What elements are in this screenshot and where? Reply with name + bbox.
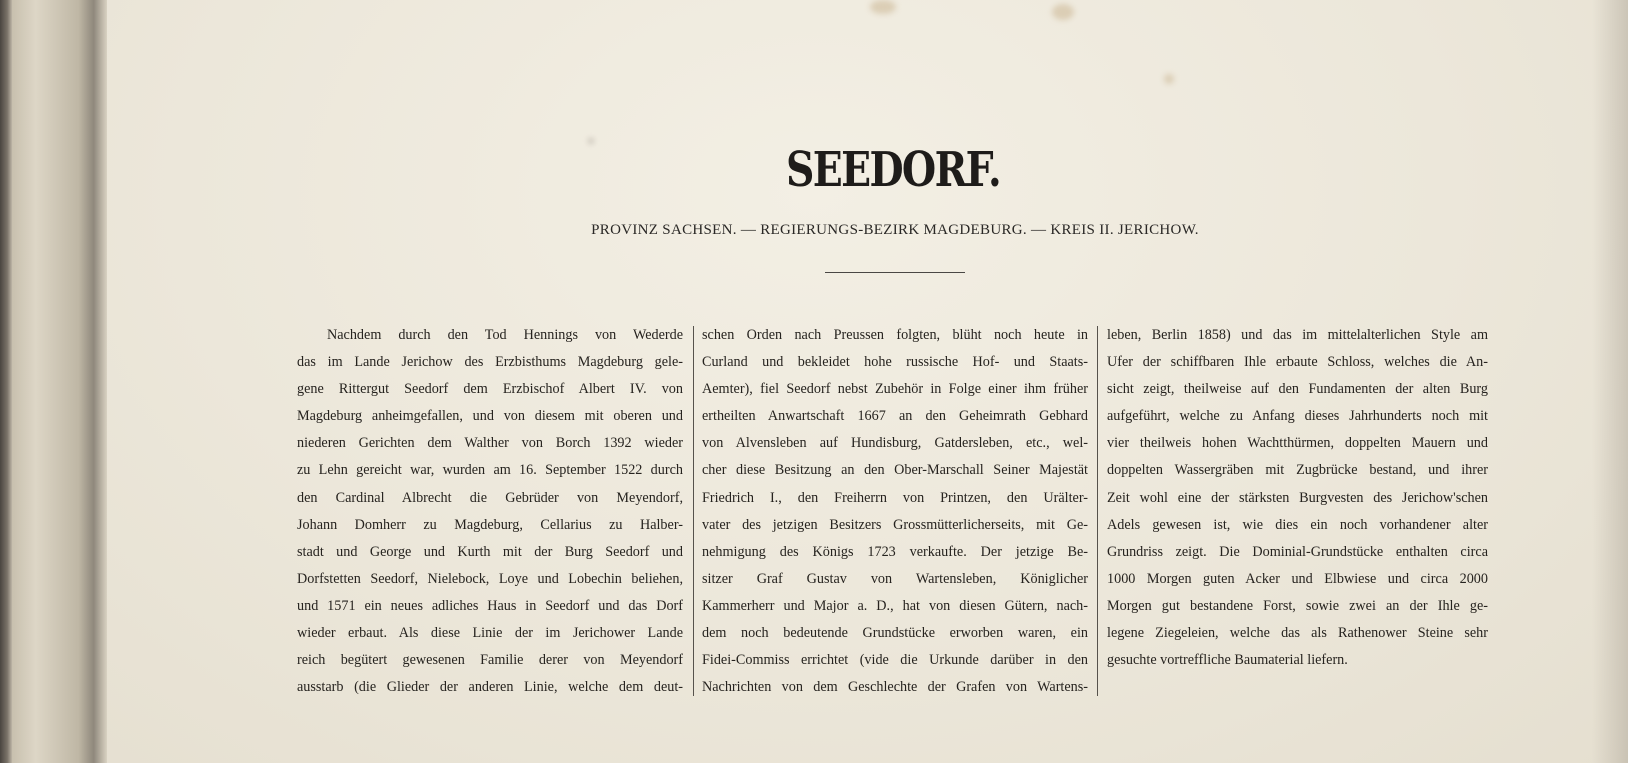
text-line: doppelten Wassergräben mit Zugbrücke bestand, und ihrer [1107,462,1488,479]
text-line: leben, Berlin 1858) und das im mittelalterlichen Style am [1107,327,1488,343]
text-line: Morgen gut bestandene Forst, sowie zwei an der Ihle ge- [1107,597,1488,614]
text-line: vater des jetzigen Besitzers Grossmütterlicherseits, mit Ge- [702,516,1088,533]
text-line: niederen Gerichten dem Walther von Borch 1392 wieder [297,435,683,452]
text-line: ertheilten Anwartschaft 1667 an den Geheimrath Gebhard [702,408,1088,425]
text-line: Grundriss zeigt. Die Dominial-Grundstücke enthalten circa [1107,543,1488,560]
text-line: schen Orden nach Preussen folgten, blüht noch heute in [702,327,1088,343]
text-column-1 [297,322,683,701]
text-line: gesuchte vortreffliche Baumaterial liefern. [1107,652,1348,669]
text-line: aufgeführt, welche zu Anfang dieses Jahrhunderts noch mit [1107,408,1488,425]
book-binding-shadow [12,0,107,763]
text-line: das im Lande Jerichow des Erzbisthums Magdeburg gele- [297,354,683,371]
text-line: zu Lehn gereicht war, wurden am 16. September 1522 durch [297,462,683,479]
text-line: cher diese Besitzung an den Ober-Marschall Seiner Majestät [702,462,1088,479]
text-line: den Cardinal Albrecht die Gebrüder von Meyendorf, [297,489,683,506]
text-line: legene Ziegeleien, welche das als Rathenower Steine sehr [1107,625,1488,642]
text-line: vier theilweis hohen Wachtthürmen, doppelten Mauern und [1107,435,1488,452]
text-line: wieder erbaut. Als diese Linie der im Jerichower Lande [297,625,683,642]
text-line: Zeit wohl eine der stärksten Burgvesten des Jerichow'schen [1107,489,1488,506]
text-line: Dorfstetten Seedorf, Nielebock, Loye und Lobechin beliehen, [297,570,683,587]
text-line: von Alvensleben auf Hundisburg, Gatdersleben, etc., wel- [702,435,1088,452]
text-column-3 [1107,322,1488,674]
text-line: Magdeburg anheimgefallen, und von diesem mit oberen und [297,408,683,425]
text-line: und 1571 ein neues adliches Haus in Seedorf und das Dorf [297,597,683,614]
title-rule [825,272,965,273]
text-line: Ufer der schiffbaren Ihle erbaute Schloss, welches die An- [1107,354,1488,371]
text-line: dem noch bedeutende Grundstücke erworben waren, ein [702,625,1088,642]
text-line: sicht zeigt, theilweise auf den Fundamenten der alten Burg [1107,381,1488,398]
text-line: reich begütert gewesenen Familie derer von Meyendorf [297,652,683,669]
page-edge [0,0,12,763]
text-line: Fidei-Commiss errichtet (vide die Urkunde darüber in den [702,652,1088,669]
text-line: Johann Domherr zu Magdeburg, Cellarius zu Halber- [297,516,683,533]
text-line: Friedrich I., den Freiherrn von Printzen, den Urälter- [702,489,1088,506]
text-line: Curland und bekleidet hohe russische Hof- und Staats- [702,354,1088,371]
text-line: ausstarb (die Glieder der anderen Linie, welche dem deut- [297,679,683,696]
column-divider [693,326,694,696]
page-title: SEEDORF. [785,142,1001,198]
text-line: gene Rittergut Seedorf dem Erzbischof Albert IV. von [297,381,683,398]
text-line: Adels gewesen ist, wie dies ein noch vorhandener alter [1107,516,1488,533]
text-line: nehmigung des Königs 1723 verkaufte. Der jetzige Be- [702,543,1088,560]
text-line: Aemter), fiel Seedorf nebst Zubehör in Folge einer ihm früher [702,381,1088,398]
stain-mark [870,0,896,14]
text-line: Nachdem durch den Tod Hennings von Wederde [327,327,683,343]
text-line: stadt und George und Kurth mit der Burg Seedorf und [297,543,683,560]
text-line: sitzer Graf Gustav von Wartensleben, Königlicher [702,570,1088,587]
stain-mark [1164,74,1174,84]
text-line: Kammerherr und Major a. D., hat von diesen Gütern, nach- [702,597,1088,614]
column-divider [1097,326,1098,696]
page-edge-shadow [1592,0,1628,763]
text-column-2 [702,322,1088,701]
stain-mark [1052,4,1074,20]
stain-mark [588,138,594,144]
page-subtitle: PROVINZ SACHSEN. — REGIERUNGS-BEZIRK MAGDEBURG. — KREIS II. JERICHOW. [591,222,1199,238]
text-line: Nachrichten von dem Geschlechte der Grafen von Wartens- [702,679,1088,696]
text-line: 1000 Morgen guten Acker und Elbwiese und circa 2000 [1107,570,1488,587]
